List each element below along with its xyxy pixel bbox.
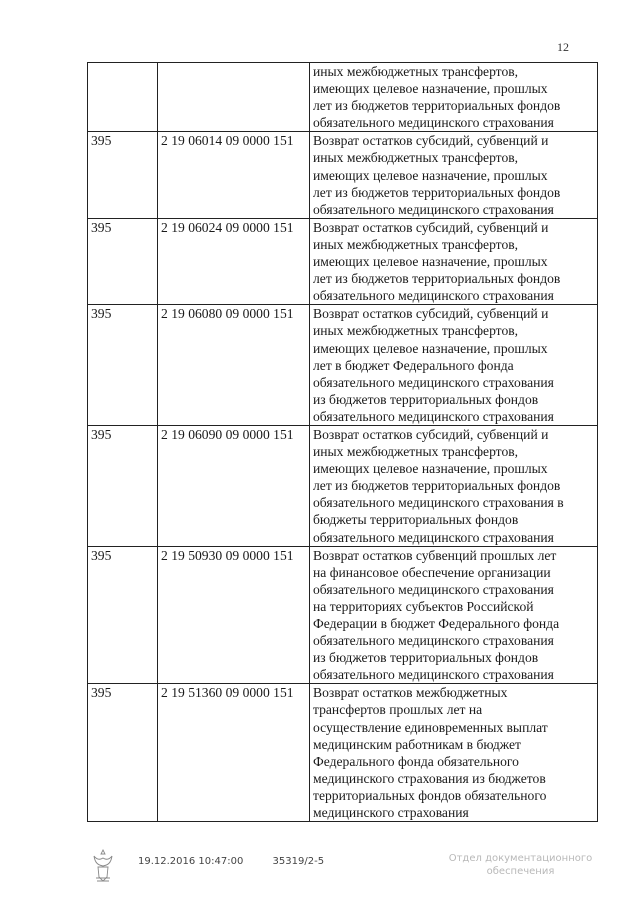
kbk-code-cell: 2 19 06080 09 0000 151 <box>158 305 310 426</box>
admin-code-cell: 395 <box>88 425 158 546</box>
kbk-code-cell: 2 19 50930 09 0000 151 <box>158 546 310 684</box>
page-number: 12 <box>557 40 569 54</box>
table-row <box>88 425 598 546</box>
description-cell: иных межбюджетных трансфертов, имеющих целевое назначение, прошлых лет из бюджетов территориальных фондов обязательного медицинского страхования <box>310 63 598 132</box>
admin-code-cell <box>88 63 158 132</box>
table-body <box>88 63 598 822</box>
description-cell: Возврат остатков субсидий, субвенций и иных межбюджетных трансфертов, имеющих целевое назначение, прошлых лет из бюджетов территориальных фондов обязательного медицинского страхования <box>310 218 598 304</box>
description-cell: Возврат остатков субсидий, субвенций и иных межбюджетных трансфертов, имеющих целевое назначение, прошлых лет из бюджетов территориальных фондов обязательного медицинского страхования <box>310 132 598 218</box>
table-row <box>88 63 598 132</box>
description-cell: Возврат остатков субсидий, субвенций и иных межбюджетных трансфертов, имеющих целевое назначение, прошлых лет в бюджет Федерального фонда обязательного медицинского страхования из бюджетов территориальных фондов обязательного медицинского страхования <box>310 305 598 426</box>
admin-code-cell: 395 <box>88 218 158 304</box>
admin-code-cell: 395 <box>88 305 158 426</box>
kbk-code-cell: 2 19 51360 09 0000 151 <box>158 684 310 822</box>
department-line-1: Отдел документационного <box>448 853 593 864</box>
admin-code-cell: 395 <box>88 684 158 822</box>
table-row <box>88 684 598 822</box>
print-timestamp: 19.12.2016 10:47:00 <box>138 856 244 867</box>
description-cell: Возврат остатков субвенций прошлых лет на финансовое обеспечение организации обязательного медицинского страхования на территориях субъектов Российской Федерации в бюджет Федерального фонда обязательного медицинского страхования из бюджетов территориальных фондов обязательного медицинского страхования <box>310 546 598 684</box>
table-row <box>88 546 598 684</box>
admin-code-cell: 395 <box>88 546 158 684</box>
kbk-code-cell: 2 19 06014 09 0000 151 <box>158 132 310 218</box>
table-row <box>88 305 598 426</box>
table-row <box>88 132 598 218</box>
kbk-code-cell: 2 19 06090 09 0000 151 <box>158 425 310 546</box>
kbk-code-cell <box>158 63 310 132</box>
department-line-2: обеспечения <box>486 866 555 877</box>
description-cell: Возврат остатков межбюджетных трансфертов прошлых лет на осуществление единовременных выплат медицинским работникам в бюджет Федерального фонда обязательного медицинского страхования из бюджетов территориальных фондов обязательного медицинского страхования <box>310 684 598 822</box>
admin-code-cell: 395 <box>88 132 158 218</box>
budget-codes-table <box>87 62 598 822</box>
print-stamp <box>138 856 324 867</box>
table-row <box>88 218 598 304</box>
kbk-code-cell: 2 19 06024 09 0000 151 <box>158 218 310 304</box>
document-id: 35319/2-5 <box>272 856 325 867</box>
description-cell: Возврат остатков субсидий, субвенций и иных межбюджетных трансфертов, имеющих целевое назначение, прошлых лет из бюджетов территориальных фондов обязательного медицинского страхования в бюджеты территориальных фондов обязательного медицинского страхования <box>310 425 598 546</box>
department-watermark <box>448 852 593 878</box>
emblem-icon <box>88 848 118 884</box>
